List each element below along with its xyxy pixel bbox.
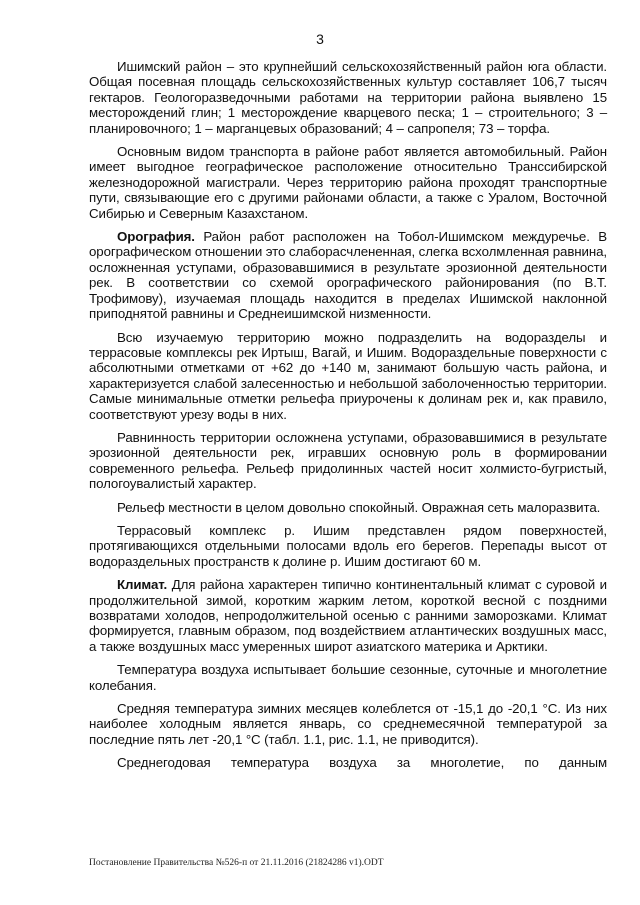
paragraph-text: Температура воздуха испытывает большие сезонные, суточные и многолетние колебания. (89, 662, 607, 693)
paragraph-transport (89, 144, 607, 221)
paragraph-orography (89, 229, 607, 321)
section-heading-orography: Орография. (117, 229, 195, 245)
paragraph-district-overview (89, 59, 607, 136)
paragraph-winter-temperature (89, 701, 607, 747)
paragraph-air-temperature (89, 662, 607, 693)
paragraph-text: Всю изучаемую территорию можно подразделить на водоразделы и террасовые комплексы рек Иртыш, Вагай, и Ишим. Водораздельные поверхности с абсолютными отметками от +62 до +140 м, занимают большую часть района, и характеризуется слабой залесенностью и небольшой заболоченностью территории. Самые минимальные отметки рельефа приурочены к долинам рек и, как правило, соответствуют урезу воды в них. (89, 329, 607, 422)
paragraph-text: Для района характерен типично континентальный климат с суровой и продолжительной зимой, коротким жарким летом, короткой весной с поздними возвратами холодов, непродолжительной осенью с ранними заморозками. Климат формируется, главным образом, под воздействием атлантических воздушных масс, а также воздушных масс умеренных широт азиатского материка и Арктики. (89, 577, 607, 654)
paragraph-text: Средняя температура зимних месяцев колеблется от -15,1 до -20,1 °С. Из них наиболее холодным является январь, со среднемесячной температурой за последние пять лет -20,1 °С (табл. 1.1, рис. 1.1, не приводится). (89, 701, 607, 747)
paragraph-text: Основным видом транспорта в районе работ является автомобильный. Район имеет выгодное географическое расположение относительно Транссибирской железнодорожной магистрали. Через территорию района проходят транспортные пути, связывающие его с другими районами области, а также с Уралом, Восточной Сибирью и Северным Казахстаном. (89, 144, 607, 221)
paragraph-climate (89, 577, 607, 654)
paragraph-text: Район работ расположен на Тобол-Ишимском междуречье. В орографическом отношении это слаборасчлененная, слегка всхолмленная равнина, осложненная уступами, образовавшимися в результате эрозионной деятельности рек. В соответствии со схемой орографического районирования (по В.Т. Трофимову), изучаемая площадь находится в пределах Ишимской наклонной приподнятой равнины и Среднеишимской низменности. (89, 229, 607, 322)
paragraph-text: Ишимский район – это крупнейший сельскохозяйственный район юга области. Общая посевная площадь сельскохозяйственных культур составляет 106,7 тысяч гектаров. Геологоразведочными работами на территории района выявлено 15 месторождений глин; 1 месторождение кварцевого песка; 1 – строительного; 3 – планировочного; 1 – марганцевых образований; 4 – сапропеля; 73 – торфа. (89, 59, 607, 136)
paragraph-annual-temperature (89, 755, 607, 770)
document-footer: Постановление Правительства №526-п от 21.11.2016 (21824286 v1).ODT (89, 858, 384, 868)
page-number: 3 (316, 31, 324, 47)
paragraph-terrace (89, 523, 607, 569)
paragraph-text: Террасовый комплекс р. Ишим представлен рядом поверхностей, протягивающихся отдельными полосами вдоль его берегов. Перепады высот от водораздельных пространств к долине р. Ишим достигают 60 м. (89, 522, 607, 569)
paragraph-plainness (89, 430, 607, 492)
paragraph-watersheds (89, 330, 607, 422)
paragraph-text: Среднегодовая температура воздуха за многолетие, по данным (117, 755, 607, 771)
section-heading-climate: Климат. (117, 577, 168, 593)
document-body (89, 59, 607, 779)
paragraph-text: Рельеф местности в целом довольно спокойный. Овражная сеть малоразвита. (117, 499, 601, 515)
paragraph-relief (89, 500, 607, 515)
paragraph-text: Равнинность территории осложнена уступами, образовавшимися в результате эрозионной деятельности рек, игравших основную роль в формировании современного рельефа. Рельеф придолинных частей носит холмисто-бугристый, пологоувалистый характер. (89, 429, 607, 492)
